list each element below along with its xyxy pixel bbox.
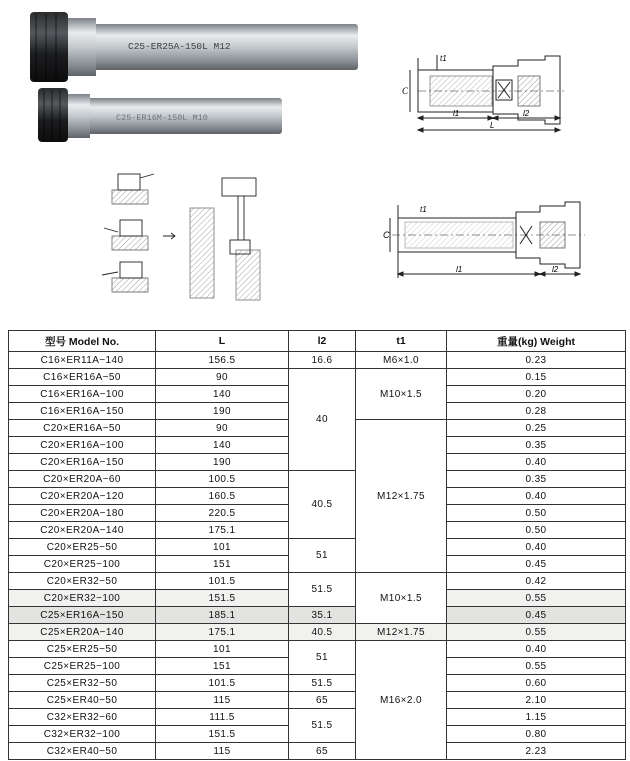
dim-l2-label: l2 [523,109,530,118]
table-row [9,573,626,590]
table-row [9,692,626,709]
L-cell: 140 [156,437,289,454]
header-l2: l2 [289,331,356,352]
header-t1: t1 [356,331,447,352]
l2-cell: 51 [289,641,356,675]
model-cell: C20×ER16A−100 [9,437,156,454]
model-cell: C16×ER16A−150 [9,403,156,420]
model-cell: C16×ER16A−100 [9,386,156,403]
L-cell: 156.5 [156,352,289,369]
weight-cell: 0.35 [447,471,626,488]
weight-cell: 2.23 [447,743,626,760]
L-cell: 151.5 [156,726,289,743]
weight-cell: 0.40 [447,539,626,556]
model-cell: C20×ER16A−150 [9,454,156,471]
L-cell: 175.1 [156,624,289,641]
l2-cell: 65 [289,692,356,709]
dim-L-label: L [490,121,495,130]
L-cell: 190 [156,403,289,420]
L-cell: 151.5 [156,590,289,607]
tool-2-marking: C25-ER16M-150L M10 [116,113,208,123]
model-cell: C25×ER40−50 [9,692,156,709]
weight-cell: 1.15 [447,709,626,726]
L-cell: 151 [156,658,289,675]
L-cell: 90 [156,420,289,437]
L-cell: 100.5 [156,471,289,488]
L-cell: 101.5 [156,573,289,590]
model-cell: C20×ER20A−140 [9,522,156,539]
weight-cell: 0.50 [447,522,626,539]
technical-drawing-top [410,55,564,132]
tool-1-marking: C25-ER25A-150L M12 [128,41,231,52]
l2-cell: 51.5 [289,573,356,607]
dim-l1-label-2: l1 [456,265,463,274]
l2-cell: 40 [289,369,356,471]
header-model: 型号 Model No. [9,331,156,352]
model-cell: C25×ER20A−140 [9,624,156,641]
table-row [9,709,626,726]
weight-cell: 0.55 [447,624,626,641]
model-cell: C20×ER16A−50 [9,420,156,437]
weight-cell: 0.80 [447,726,626,743]
model-cell: C16×ER16A−50 [9,369,156,386]
table-row [9,675,626,692]
model-cell: C32×ER32−100 [9,726,156,743]
L-cell: 101 [156,539,289,556]
table-row [9,471,626,488]
l2-cell: 51 [289,539,356,573]
table-row [9,624,626,641]
figures-area [0,0,630,326]
L-cell: 101.5 [156,675,289,692]
table-row [9,369,626,386]
tool-photo-2 [38,88,282,142]
l2-cell: 16.6 [289,352,356,369]
model-cell: C20×ER25−100 [9,556,156,573]
weight-cell: 0.45 [447,607,626,624]
table-row [9,743,626,760]
dim-l1-label: l1 [453,109,460,118]
l2-cell: 40.5 [289,471,356,539]
dim-c-label: C [402,86,409,96]
model-cell: C20×ER32−100 [9,590,156,607]
L-cell: 111.5 [156,709,289,726]
weight-cell: 0.28 [447,403,626,420]
model-cell: C20×ER20A−60 [9,471,156,488]
t1-cell: M12×1.75 [356,420,447,573]
L-cell: 115 [156,743,289,760]
L-cell: 220.5 [156,505,289,522]
weight-cell: 0.40 [447,488,626,505]
t1-cell: M10×1.5 [356,369,447,420]
weight-cell: 0.40 [447,454,626,471]
t1-cell: M6×1.0 [356,352,447,369]
L-cell: 175.1 [156,522,289,539]
model-cell: C20×ER25−50 [9,539,156,556]
model-cell: C25×ER25−50 [9,641,156,658]
weight-cell: 0.55 [447,658,626,675]
t1-cell: M10×1.5 [356,573,447,624]
table-header-row [9,331,626,352]
weight-cell: 0.23 [447,352,626,369]
model-cell: C25×ER32−50 [9,675,156,692]
L-cell: 160.5 [156,488,289,505]
weight-cell: 0.25 [447,420,626,437]
dim-t1-label-2: t1 [420,205,427,214]
tool-photo-1 [30,12,358,82]
l2-cell: 51.5 [289,709,356,743]
weight-cell: 0.45 [447,556,626,573]
model-cell: C25×ER25−100 [9,658,156,675]
t1-cell: M12×1.75 [356,624,447,641]
dim-l2-label-2: l2 [552,265,559,274]
L-cell: 115 [156,692,289,709]
L-cell: 140 [156,386,289,403]
table-row [9,607,626,624]
l2-cell: 65 [289,743,356,760]
l2-cell: 51.5 [289,675,356,692]
assembly-sketches [102,174,260,300]
model-cell: C20×ER20A−120 [9,488,156,505]
L-cell: 90 [156,369,289,386]
dim-t1-label: t1 [440,54,447,63]
weight-cell: 0.20 [447,386,626,403]
table-row [9,352,626,369]
weight-cell: 0.60 [447,675,626,692]
weight-cell: 0.15 [447,369,626,386]
weight-cell: 2.10 [447,692,626,709]
dim-c-label-2: C [383,230,390,240]
table-row [9,539,626,556]
L-cell: 151 [156,556,289,573]
header-L: L [156,331,289,352]
model-cell: C32×ER40−50 [9,743,156,760]
model-cell: C32×ER32−60 [9,709,156,726]
t1-cell: M16×2.0 [356,641,447,760]
L-cell: 185.1 [156,607,289,624]
l2-cell: 40.5 [289,624,356,641]
spec-table [8,330,626,760]
L-cell: 101 [156,641,289,658]
table-row [9,641,626,658]
weight-cell: 0.55 [447,590,626,607]
L-cell: 190 [156,454,289,471]
weight-cell: 0.35 [447,437,626,454]
l2-cell: 35.1 [289,607,356,624]
weight-cell: 0.40 [447,641,626,658]
model-cell: C20×ER32−50 [9,573,156,590]
model-cell: C25×ER16A−150 [9,607,156,624]
weight-cell: 0.42 [447,573,626,590]
model-cell: C16×ER11A−140 [9,352,156,369]
header-weight: 重量(kg) Weight [447,331,626,352]
model-cell: C20×ER20A−180 [9,505,156,522]
weight-cell: 0.50 [447,505,626,522]
